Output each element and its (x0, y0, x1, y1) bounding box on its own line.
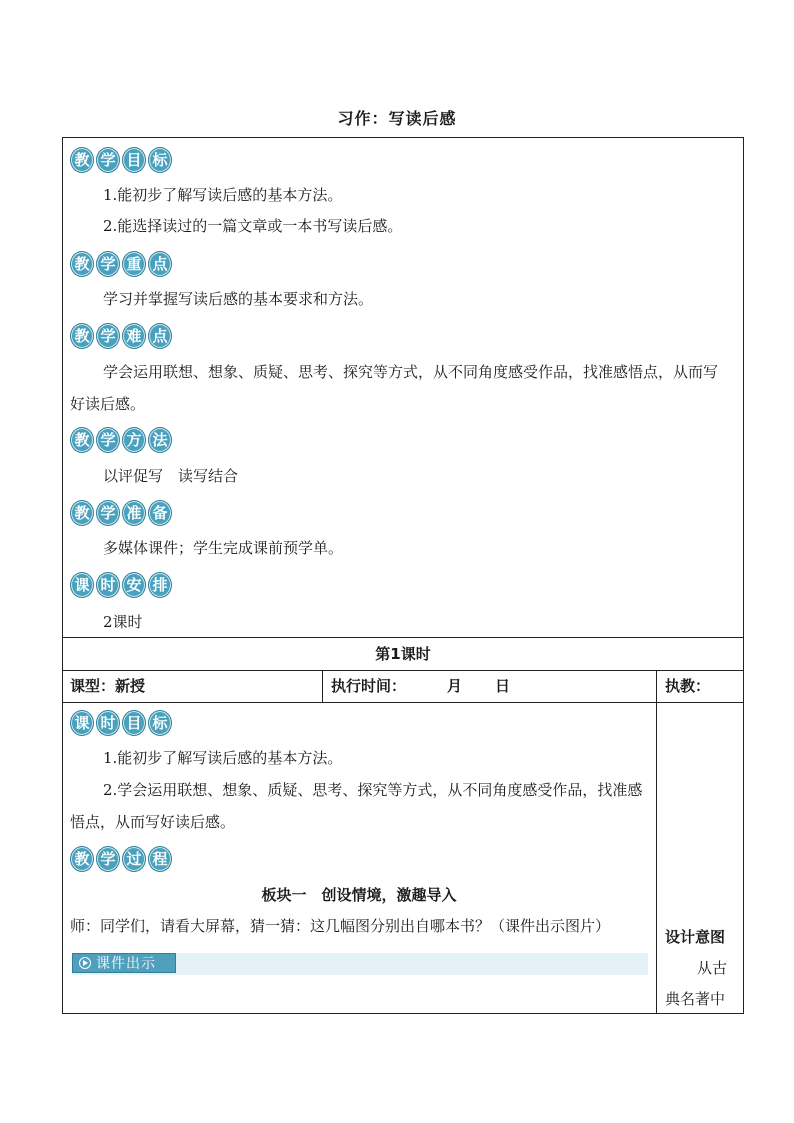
schedule-text: 2课时 (103, 613, 143, 631)
badge-char: 教 (70, 323, 94, 349)
design-intent-text: 典名著中 (665, 990, 726, 1008)
teacher-label: 执教： (665, 677, 711, 695)
module-title: 板块一 创设情境，激趣导入 (261, 886, 457, 904)
badge-char: 课 (70, 572, 94, 598)
badge-char: 安 (122, 572, 146, 598)
badge-char: 法 (148, 427, 172, 453)
courseware-show-label: 课件出示 (96, 956, 156, 972)
badge-char: 教 (70, 500, 94, 526)
section-badge-teaching-goals (70, 147, 172, 172)
divider (62, 702, 744, 703)
badge-char: 方 (122, 427, 146, 453)
badge-char: 目 (122, 147, 146, 173)
methods-text: 以评促写 读写结合 (103, 467, 239, 485)
execution-day: 日 (495, 677, 511, 695)
badge-char: 学 (96, 323, 120, 349)
execution-time-label: 执行时间： (331, 677, 407, 695)
badge-char: 教 (70, 427, 94, 453)
badge-char: 标 (148, 147, 172, 173)
badge-char: 课 (70, 710, 94, 736)
badge-char: 程 (148, 846, 172, 872)
goal-item: 1.能初步了解写读后感的基本方法。 (103, 186, 343, 204)
section-badge-lesson-goals (70, 710, 172, 735)
teacher-dialogue: 师：同学们，请看大屏幕，猜一猜：这几幅图分别出自哪本书？（课件出示图片） (70, 917, 611, 935)
badge-char: 准 (122, 500, 146, 526)
badge-char: 时 (96, 572, 120, 598)
badge-char: 点 (148, 323, 172, 349)
badge-char: 重 (122, 251, 146, 277)
play-icon (79, 957, 91, 969)
section-badge-process (70, 846, 172, 871)
lesson-type-value: 新授 (115, 677, 146, 695)
section-badge-key-points (70, 251, 172, 276)
badge-char: 点 (148, 251, 172, 277)
design-intent-title: 设计意图 (665, 928, 726, 946)
badge-char: 教 (70, 147, 94, 173)
page-title: 习作：写读后感 (337, 109, 457, 128)
badge-char: 教 (70, 846, 94, 872)
difficulties-text: 学会运用联想、想象、质疑、思考、探究等方式，从不同角度感受作品，找准感悟点，从而写好读后感。 (70, 363, 719, 413)
divider (656, 670, 657, 1014)
badge-char: 难 (122, 323, 146, 349)
section-badge-difficulties (70, 323, 172, 348)
key-points-text: 学习并掌握写读后感的基本要求和方法。 (103, 290, 374, 308)
execution-month: 月 (447, 677, 463, 695)
design-intent-text: 从古 (697, 959, 728, 977)
courseware-show-button[interactable] (72, 953, 176, 973)
badge-char: 学 (96, 147, 120, 173)
badge-char: 学 (96, 251, 120, 277)
badge-char: 教 (70, 251, 94, 277)
badge-char: 备 (148, 500, 172, 526)
goal-item: 2.能选择读过的一篇文章或一本书写读后感。 (103, 217, 403, 235)
badge-char: 时 (96, 710, 120, 736)
badge-char: 目 (122, 710, 146, 736)
lesson-goal-item: 2.学会运用联想、想象、质疑、思考、探究等方式，从不同角度感受作品，找准感悟点，从而写好读后感。 (70, 781, 643, 831)
courseware-bar (72, 953, 648, 975)
badge-char: 学 (96, 427, 120, 453)
lesson-header: 第1课时 (375, 645, 431, 663)
section-badge-methods (70, 427, 172, 452)
preparation-text: 多媒体课件；学生完成课前预学单。 (103, 539, 344, 557)
badge-char: 学 (96, 500, 120, 526)
badge-char: 标 (148, 710, 172, 736)
lesson-type-label-text: 课型： (70, 677, 116, 695)
badge-char: 排 (148, 572, 172, 598)
divider (62, 670, 744, 671)
badge-char: 学 (96, 846, 120, 872)
badge-char: 过 (122, 846, 146, 872)
divider (62, 637, 744, 638)
lesson-type-label (70, 676, 145, 696)
section-badge-preparation (70, 500, 172, 525)
section-badge-schedule (70, 572, 172, 597)
divider (322, 670, 323, 702)
lesson-goal-item: 1.能初步了解写读后感的基本方法。 (103, 749, 343, 767)
